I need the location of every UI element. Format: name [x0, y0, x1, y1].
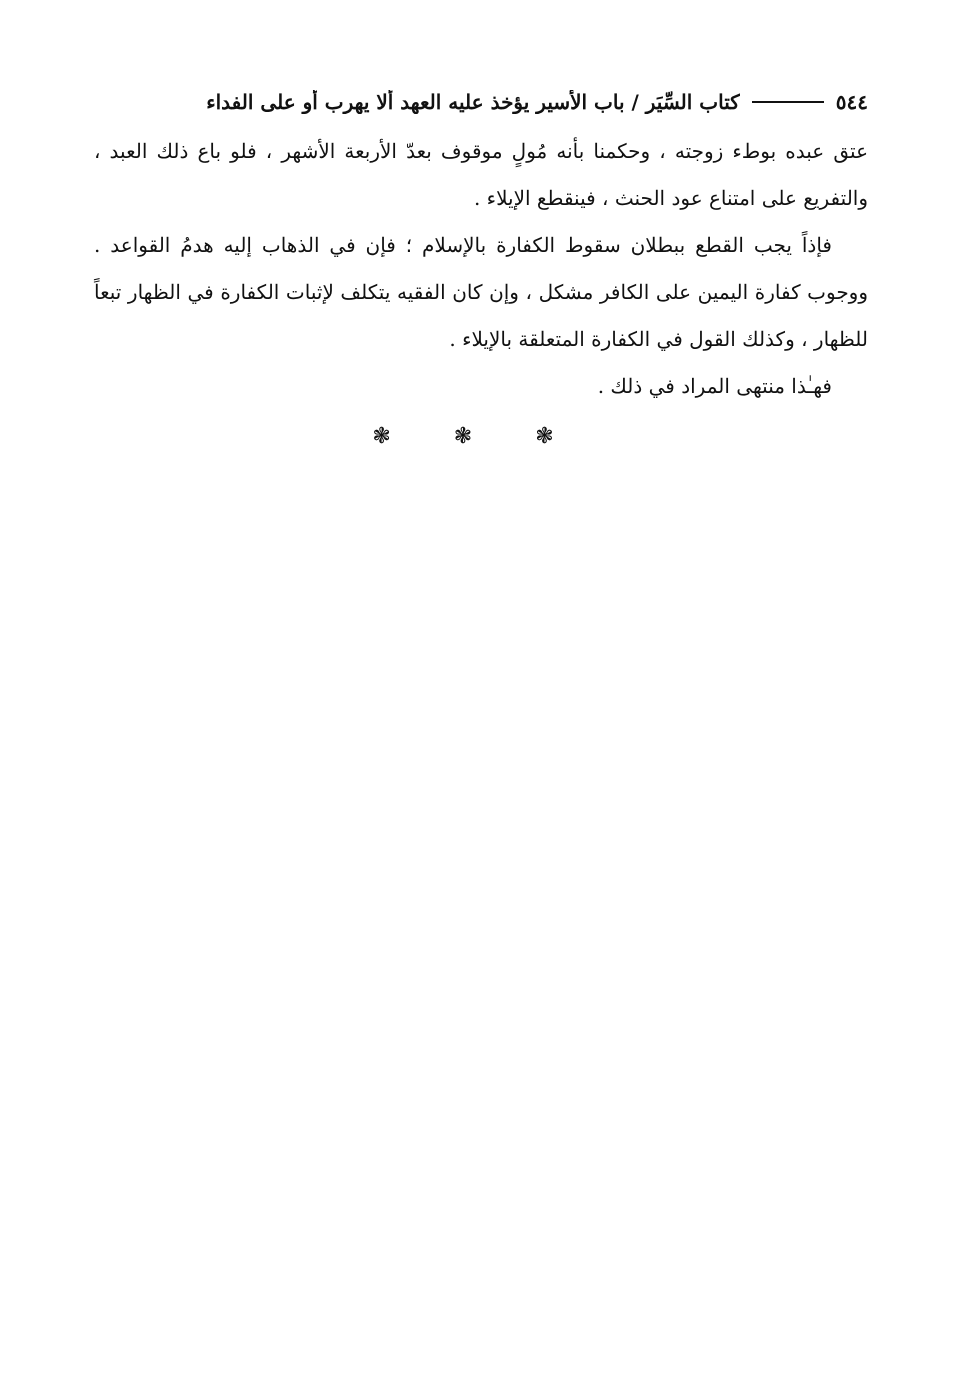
paragraph-continuation: عتق عبده بوطء زوجته ، وحكمنا بأنه مُولٍ موقوف بعدّ الأربعة الأشهر ، فلو باع ذلك العبد ، والتفريع على امتناع عود الحنث ، فينقطع الإيلاء . — [94, 139, 869, 210]
page-number: ٥٤٤ — [835, 90, 868, 114]
page-body — [94, 128, 868, 410]
header-rule — [752, 101, 824, 103]
running-title: كتاب السِّيَر / باب الأسير يؤخذ عليه العهد ألا يهرب أو على الفداء — [206, 90, 740, 114]
paragraph-closing: فهـٰذا منتهى المراد في ذلك . — [597, 374, 832, 398]
running-header — [94, 82, 868, 122]
section-separator: ❃ ❃ ❃ — [372, 424, 582, 449]
paragraph: فإذاً يجب القطع ببطلان سقوط الكفارة بالإسلام ؛ فإن في الذهاب إليه هدمُ القواعد . ووجوب كفارة اليمين على الكافر مشكل ، وإن كان الفقيه يتكلف لإثبات الكفارة في الظهار تبعاً للظهار ، وكذلك القول في الكفارة المتعلقة بالإيلاء . — [94, 233, 869, 351]
